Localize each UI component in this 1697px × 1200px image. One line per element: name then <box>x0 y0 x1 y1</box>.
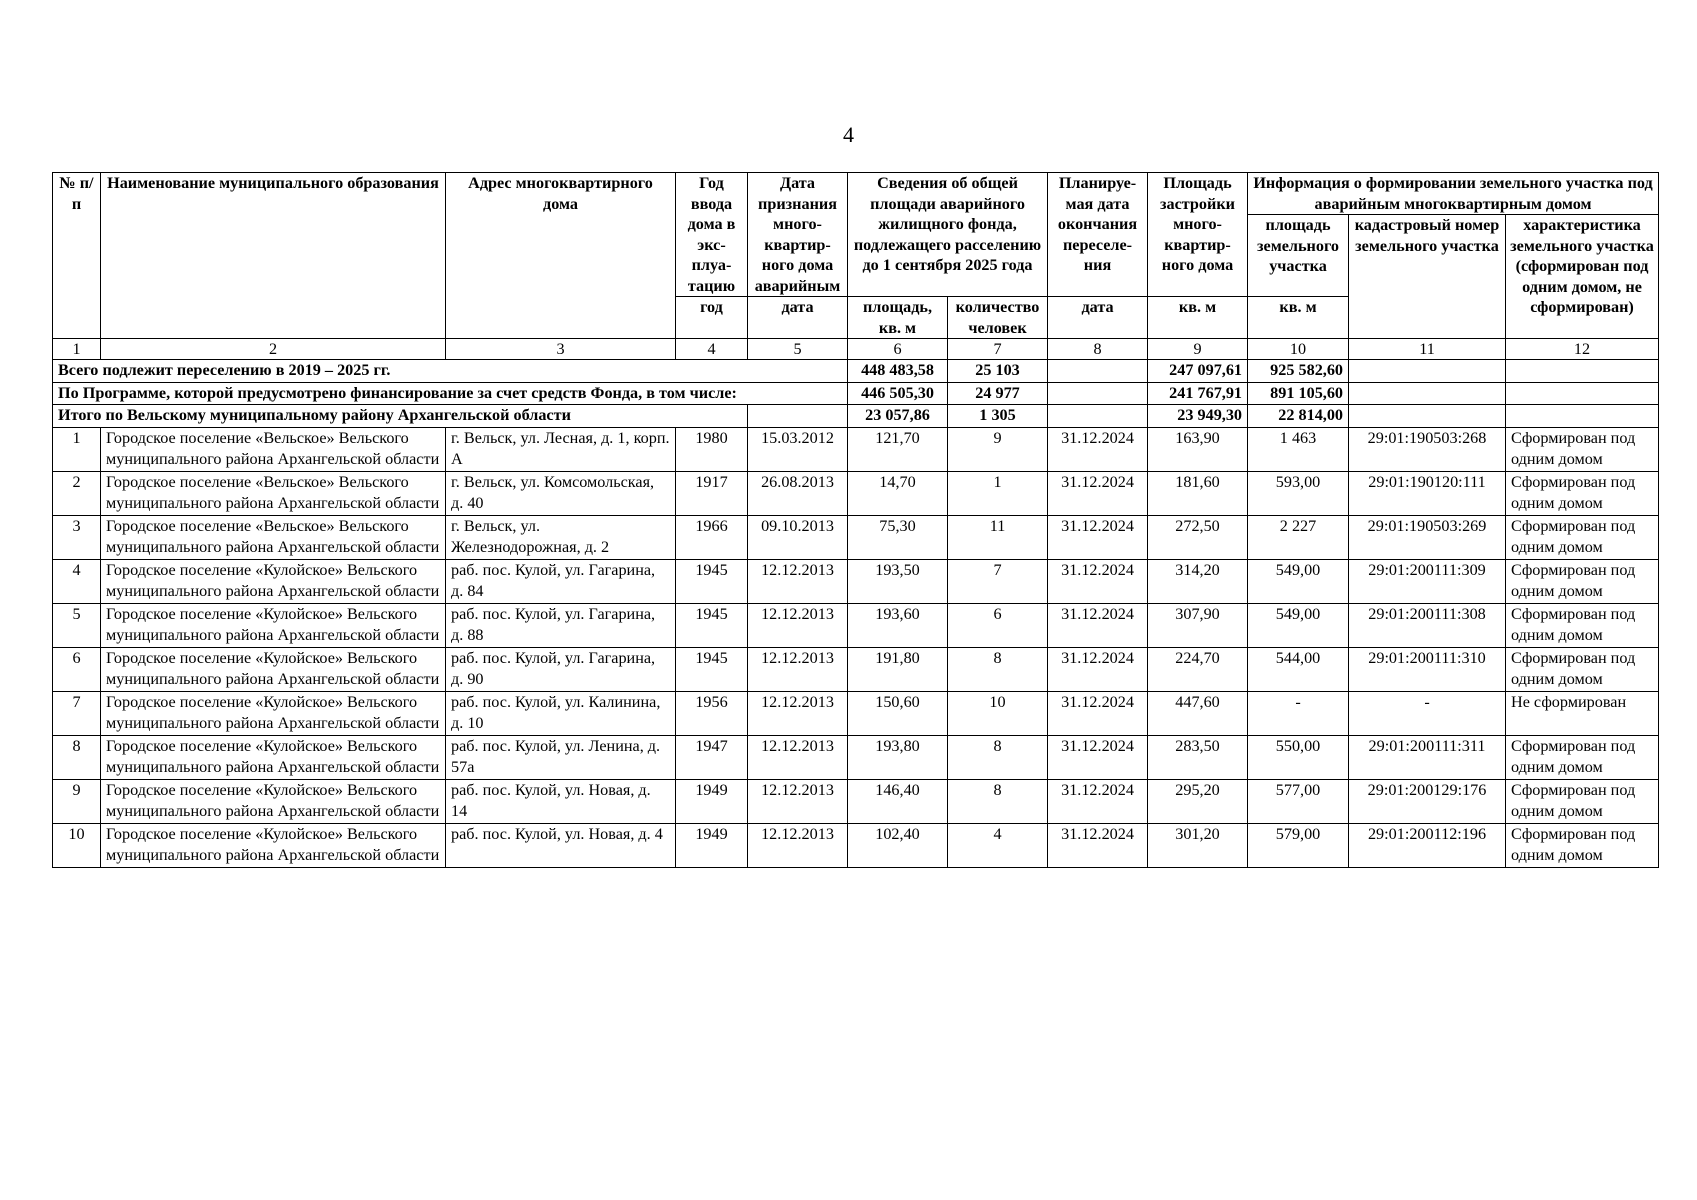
row-land-char: Не сформирован <box>1506 691 1659 735</box>
summary-label: Итого по Вельскому муниципальному району Архангельской области <box>53 405 748 428</box>
column-number: 8 <box>1048 339 1148 360</box>
row-year: 1956 <box>676 691 748 735</box>
table-row <box>53 515 1659 559</box>
row-year: 1917 <box>676 471 748 515</box>
row-built-area: 224,70 <box>1148 647 1248 691</box>
row-municipality: Городское поселение «Вельское» Вельского муниципального района Архангельской области <box>101 427 446 471</box>
row-condemned-date: 15.03.2012 <box>748 427 848 471</box>
row-planned-date: 31.12.2024 <box>1048 515 1148 559</box>
column-number: 6 <box>848 339 948 360</box>
summary-empty <box>1048 360 1148 383</box>
row-number: 8 <box>53 735 101 779</box>
row-area: 121,70 <box>848 427 948 471</box>
row-number: 7 <box>53 691 101 735</box>
column-number: 4 <box>676 339 748 360</box>
header-land-unit: кв. м <box>1248 297 1349 339</box>
row-address: г. Вельск, ул. Комсомольская, д. 40 <box>446 471 676 515</box>
header-land-char: характеристика земельного участка (сформирован под одним домом, не сформирован) <box>1506 215 1659 339</box>
row-cadastral: 29:01:200111:309 <box>1349 559 1506 603</box>
row-people: 8 <box>948 779 1048 823</box>
row-planned-date: 31.12.2024 <box>1048 471 1148 515</box>
row-land-area: - <box>1248 691 1349 735</box>
summary-land: 925 582,60 <box>1248 360 1349 383</box>
row-area: 191,80 <box>848 647 948 691</box>
row-area: 75,30 <box>848 515 948 559</box>
header-planned-unit: дата <box>1048 297 1148 339</box>
summary-empty <box>1048 405 1148 428</box>
row-cadastral: 29:01:200129:176 <box>1349 779 1506 823</box>
row-condemned-date: 09.10.2013 <box>748 515 848 559</box>
row-municipality: Городское поселение «Кулойское» Вельского муниципального района Архангельской области <box>101 735 446 779</box>
row-planned-date: 31.12.2024 <box>1048 647 1148 691</box>
column-number: 3 <box>446 339 676 360</box>
row-address: раб. пос. Кулой, ул. Новая, д. 14 <box>446 779 676 823</box>
row-planned-date: 31.12.2024 <box>1048 691 1148 735</box>
header-cadastral: кадастровый номер земельного участка <box>1349 215 1506 339</box>
summary-empty <box>1349 405 1506 428</box>
page-number: 4 <box>843 122 854 147</box>
header-condemned-date: Дата признания много- квартир- ного дома аварийным <box>748 173 848 297</box>
row-number: 10 <box>53 823 101 867</box>
column-numbers-row <box>53 339 1659 360</box>
row-address: г. Вельск, ул. Лесная, д. 1, корп. А <box>446 427 676 471</box>
header-built-area: Площадь застройки много- квартир- ного дома <box>1148 173 1248 297</box>
row-municipality: Городское поселение «Кулойское» Вельского муниципального района Архангельской области <box>101 779 446 823</box>
row-cadastral: 29:01:200111:308 <box>1349 603 1506 647</box>
summary-row-total <box>53 360 1659 383</box>
table-row <box>53 603 1659 647</box>
summary-built: 23 949,30 <box>1148 405 1248 428</box>
row-address: раб. пос. Кулой, ул. Калинина, д. 10 <box>446 691 676 735</box>
row-built-area: 181,60 <box>1148 471 1248 515</box>
header-built-unit: кв. м <box>1148 297 1248 339</box>
row-people: 11 <box>948 515 1048 559</box>
row-built-area: 295,20 <box>1148 779 1248 823</box>
row-land-area: 577,00 <box>1248 779 1349 823</box>
row-land-char: Сформирован под одним домом <box>1506 823 1659 867</box>
row-cadastral: 29:01:190503:268 <box>1349 427 1506 471</box>
row-land-char: Сформирован под одним домом <box>1506 515 1659 559</box>
summary-area: 23 057,86 <box>848 405 948 428</box>
table-row <box>53 691 1659 735</box>
row-year: 1945 <box>676 559 748 603</box>
row-built-area: 283,50 <box>1148 735 1248 779</box>
header-land-info: Информация о формировании земельного участка под аварийным многоквартирным домом <box>1248 173 1659 215</box>
row-address: раб. пос. Кулой, ул. Гагарина, д. 88 <box>446 603 676 647</box>
row-condemned-date: 12.12.2013 <box>748 691 848 735</box>
row-planned-date: 31.12.2024 <box>1048 779 1148 823</box>
header-area-info: Сведения об общей площади аварийного жилищного фонда, подлежащего расселению до 1 сентября 2025 года <box>848 173 1048 297</box>
row-area: 14,70 <box>848 471 948 515</box>
header-area-unit: площадь, кв. м <box>848 297 948 339</box>
row-address: раб. пос. Кулой, ул. Новая, д. 4 <box>446 823 676 867</box>
table-row <box>53 647 1659 691</box>
row-planned-date: 31.12.2024 <box>1048 427 1148 471</box>
row-number: 9 <box>53 779 101 823</box>
row-number: 1 <box>53 427 101 471</box>
header-date-unit: дата <box>748 297 848 339</box>
row-land-char: Сформирован под одним домом <box>1506 735 1659 779</box>
summary-empty <box>1349 382 1506 405</box>
summary-area: 448 483,58 <box>848 360 948 383</box>
row-condemned-date: 12.12.2013 <box>748 735 848 779</box>
row-land-area: 549,00 <box>1248 559 1349 603</box>
summary-empty <box>1506 405 1659 428</box>
row-year: 1949 <box>676 823 748 867</box>
row-people: 6 <box>948 603 1048 647</box>
summary-people: 1 305 <box>948 405 1048 428</box>
row-condemned-date: 12.12.2013 <box>748 603 848 647</box>
column-number: 2 <box>101 339 446 360</box>
row-municipality: Городское поселение «Кулойское» Вельского муниципального района Архангельской области <box>101 647 446 691</box>
row-condemned-date: 12.12.2013 <box>748 779 848 823</box>
row-people: 10 <box>948 691 1048 735</box>
column-number: 11 <box>1349 339 1506 360</box>
row-condemned-date: 26.08.2013 <box>748 471 848 515</box>
row-area: 146,40 <box>848 779 948 823</box>
row-built-area: 307,90 <box>1148 603 1248 647</box>
row-condemned-date: 12.12.2013 <box>748 647 848 691</box>
row-cadastral: - <box>1349 691 1506 735</box>
column-number: 10 <box>1248 339 1349 360</box>
row-planned-date: 31.12.2024 <box>1048 603 1148 647</box>
row-people: 4 <box>948 823 1048 867</box>
header-year-unit: год <box>676 297 748 339</box>
header-municipality: Наименование муниципального образования <box>101 173 446 339</box>
row-planned-date: 31.12.2024 <box>1048 823 1148 867</box>
column-number: 7 <box>948 339 1048 360</box>
header-land-area: площадь земельного участка <box>1248 215 1349 297</box>
row-land-area: 544,00 <box>1248 647 1349 691</box>
table-row <box>53 427 1659 471</box>
row-municipality: Городское поселение «Вельское» Вельского муниципального района Архангельской области <box>101 471 446 515</box>
row-land-char: Сформирован под одним домом <box>1506 647 1659 691</box>
row-planned-date: 31.12.2024 <box>1048 735 1148 779</box>
row-year: 1949 <box>676 779 748 823</box>
summary-land: 891 105,60 <box>1248 382 1349 405</box>
row-area: 150,60 <box>848 691 948 735</box>
summary-built: 241 767,91 <box>1148 382 1248 405</box>
header-people-unit: количество человек <box>948 297 1048 339</box>
row-number: 3 <box>53 515 101 559</box>
summary-built: 247 097,61 <box>1148 360 1248 383</box>
summary-row-district <box>53 405 1659 428</box>
row-address: раб. пос. Кулой, ул. Ленина, д. 57а <box>446 735 676 779</box>
row-land-char: Сформирован под одним домом <box>1506 603 1659 647</box>
row-built-area: 447,60 <box>1148 691 1248 735</box>
row-land-char: Сформирован под одним домом <box>1506 427 1659 471</box>
row-area: 102,40 <box>848 823 948 867</box>
row-built-area: 301,20 <box>1148 823 1248 867</box>
summary-label: По Программе, которой предусмотрено финансирование за счет средств Фонда, в том числе: <box>53 382 848 405</box>
row-land-char: Сформирован под одним домом <box>1506 471 1659 515</box>
column-number: 9 <box>1148 339 1248 360</box>
row-number: 4 <box>53 559 101 603</box>
table-row <box>53 823 1659 867</box>
table-row <box>53 779 1659 823</box>
summary-row-program <box>53 382 1659 405</box>
summary-label: Всего подлежит переселению в 2019 – 2025 гг. <box>53 360 848 383</box>
row-cadastral: 29:01:200111:310 <box>1349 647 1506 691</box>
row-number: 2 <box>53 471 101 515</box>
row-land-area: 593,00 <box>1248 471 1349 515</box>
summary-people: 25 103 <box>948 360 1048 383</box>
column-number: 12 <box>1506 339 1659 360</box>
row-people: 7 <box>948 559 1048 603</box>
row-planned-date: 31.12.2024 <box>1048 559 1148 603</box>
summary-empty <box>748 405 848 428</box>
resettlement-table <box>52 172 1659 868</box>
header-number: № п/п <box>53 173 101 339</box>
row-municipality: Городское поселение «Кулойское» Вельского муниципального района Архангельской области <box>101 691 446 735</box>
row-land-area: 549,00 <box>1248 603 1349 647</box>
row-built-area: 163,90 <box>1148 427 1248 471</box>
table-row <box>53 471 1659 515</box>
row-built-area: 314,20 <box>1148 559 1248 603</box>
summary-empty <box>1506 382 1659 405</box>
row-land-area: 550,00 <box>1248 735 1349 779</box>
row-land-area: 2 227 <box>1248 515 1349 559</box>
row-number: 5 <box>53 603 101 647</box>
row-address: г. Вельск, ул. Железнодорожная, д. 2 <box>446 515 676 559</box>
row-municipality: Городское поселение «Кулойское» Вельского муниципального района Архангельской области <box>101 559 446 603</box>
summary-people: 24 977 <box>948 382 1048 405</box>
row-built-area: 272,50 <box>1148 515 1248 559</box>
column-number: 5 <box>748 339 848 360</box>
row-address: раб. пос. Кулой, ул. Гагарина, д. 90 <box>446 647 676 691</box>
summary-land: 22 814,00 <box>1248 405 1349 428</box>
row-cadastral: 29:01:190503:269 <box>1349 515 1506 559</box>
row-year: 1945 <box>676 603 748 647</box>
row-area: 193,60 <box>848 603 948 647</box>
row-condemned-date: 12.12.2013 <box>748 559 848 603</box>
row-cadastral: 29:01:200112:196 <box>1349 823 1506 867</box>
summary-area: 446 505,30 <box>848 382 948 405</box>
summary-empty <box>1349 360 1506 383</box>
row-year: 1980 <box>676 427 748 471</box>
row-address: раб. пос. Кулой, ул. Гагарина, д. 84 <box>446 559 676 603</box>
row-people: 1 <box>948 471 1048 515</box>
row-land-area: 579,00 <box>1248 823 1349 867</box>
header-planned-date: Планируе- мая дата окончания переселе- ния <box>1048 173 1148 297</box>
header-year: Год ввода дома в экс- плуа- тацию <box>676 173 748 297</box>
header-address: Адрес многоквартирного дома <box>446 173 676 339</box>
row-year: 1966 <box>676 515 748 559</box>
row-cadastral: 29:01:200111:311 <box>1349 735 1506 779</box>
row-year: 1945 <box>676 647 748 691</box>
row-land-char: Сформирован под одним домом <box>1506 779 1659 823</box>
summary-empty <box>1048 382 1148 405</box>
column-number: 1 <box>53 339 101 360</box>
row-number: 6 <box>53 647 101 691</box>
row-people: 9 <box>948 427 1048 471</box>
row-area: 193,50 <box>848 559 948 603</box>
row-municipality: Городское поселение «Вельское» Вельского муниципального района Архангельской области <box>101 515 446 559</box>
row-condemned-date: 12.12.2013 <box>748 823 848 867</box>
row-municipality: Городское поселение «Кулойское» Вельского муниципального района Архангельской области <box>101 823 446 867</box>
table-row <box>53 559 1659 603</box>
row-people: 8 <box>948 735 1048 779</box>
summary-empty <box>1506 360 1659 383</box>
row-people: 8 <box>948 647 1048 691</box>
row-land-char: Сформирован под одним домом <box>1506 559 1659 603</box>
row-municipality: Городское поселение «Кулойское» Вельского муниципального района Архангельской области <box>101 603 446 647</box>
row-year: 1947 <box>676 735 748 779</box>
row-cadastral: 29:01:190120:111 <box>1349 471 1506 515</box>
row-land-area: 1 463 <box>1248 427 1349 471</box>
table-row <box>53 735 1659 779</box>
row-area: 193,80 <box>848 735 948 779</box>
